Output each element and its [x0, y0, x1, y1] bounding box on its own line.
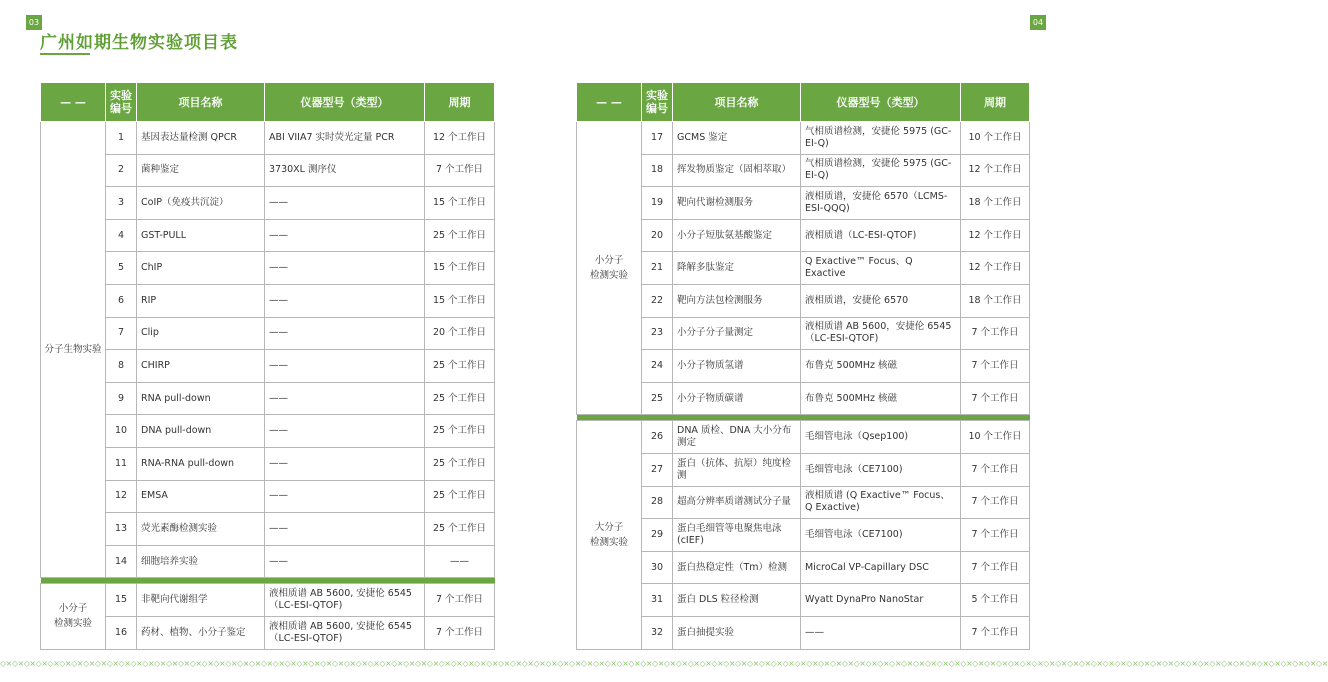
category-label: 分子生物实验 — [41, 122, 106, 578]
project-name: GST-PULL — [137, 219, 265, 252]
work-period: 25 个工作日 — [425, 447, 495, 480]
project-name: RNA-RNA pull-down — [137, 447, 265, 480]
page-number-left: 03 — [26, 15, 42, 30]
project-name: 靶向代谢检测服务 — [673, 187, 801, 220]
instrument-model: —— — [265, 187, 425, 220]
instrument-model: Wyatt DynaPro NanoStar — [801, 584, 961, 617]
work-period: 25 个工作日 — [425, 415, 495, 448]
work-period: 7 个工作日 — [961, 317, 1030, 350]
experiment-number: 19 — [642, 187, 673, 220]
header-period: 周期 — [425, 83, 495, 122]
experiment-number: 17 — [642, 122, 673, 155]
work-period: 7 个工作日 — [961, 519, 1030, 552]
table-row — [577, 284, 1030, 317]
header-period: 周期 — [961, 83, 1030, 122]
table-row — [577, 382, 1030, 415]
table-row — [577, 154, 1030, 187]
experiment-table-right — [576, 82, 1030, 650]
instrument-model: —— — [265, 284, 425, 317]
work-period: 7 个工作日 — [961, 551, 1030, 584]
project-name: 蛋白抽提实验 — [673, 616, 801, 649]
table-row — [577, 551, 1030, 584]
instrument-model: 3730XL 测序仪 — [265, 154, 425, 187]
work-period: 7 个工作日 — [961, 486, 1030, 519]
instrument-model: 液相质谱 AB 5600，安捷伦 6545（LC-ESI-QTOF) — [801, 317, 961, 350]
instrument-model: 布鲁克 500MHz 核磁 — [801, 382, 961, 415]
instrument-model: 气相质谱检测，安捷伦 5975 (GC-EI-Q) — [801, 154, 961, 187]
instrument-model: 液相质谱，安捷伦 6570（LCMS-ESI-QQQ) — [801, 187, 961, 220]
instrument-model: 气相质谱检测，安捷伦 5975 (GC-EI-Q) — [801, 122, 961, 155]
work-period: 18 个工作日 — [961, 284, 1030, 317]
work-period: 15 个工作日 — [425, 252, 495, 285]
project-name: 蛋白（抗体、抗原）纯度检测 — [673, 453, 801, 486]
experiment-number: 16 — [106, 616, 137, 649]
experiment-number: 11 — [106, 447, 137, 480]
table-row — [41, 513, 495, 546]
experiment-number: 22 — [642, 284, 673, 317]
table-row — [41, 317, 495, 350]
project-name: 超高分辨率质谱测试分子量 — [673, 486, 801, 519]
instrument-model: —— — [801, 616, 961, 649]
project-name: CHIRP — [137, 350, 265, 383]
project-name: DNA pull-down — [137, 415, 265, 448]
work-period: 7 个工作日 — [425, 616, 495, 649]
experiment-number: 7 — [106, 317, 137, 350]
project-name: 小分子短肽氨基酸鉴定 — [673, 219, 801, 252]
table-row — [41, 415, 495, 448]
table-row — [41, 382, 495, 415]
experiment-number: 12 — [106, 480, 137, 513]
table-body-right — [577, 122, 1030, 650]
work-period: 25 个工作日 — [425, 350, 495, 383]
project-name: 菌种鉴定 — [137, 154, 265, 187]
instrument-model: 液相质谱（LC-ESI-QTOF) — [801, 219, 961, 252]
project-name: 蛋白毛细管等电聚焦电泳 (cIEF) — [673, 519, 801, 552]
header-instrument: 仪器型号（类型） — [801, 83, 961, 122]
experiment-number: 15 — [106, 584, 137, 617]
category-label: 小分子 检测实验 — [577, 122, 642, 415]
experiment-number: 32 — [642, 616, 673, 649]
instrument-model: 液相质谱 AB 5600, 安捷伦 6545（LC-ESI-QTOF) — [265, 584, 425, 617]
project-name: 降解多肽鉴定 — [673, 252, 801, 285]
work-period: 7 个工作日 — [961, 616, 1030, 649]
table-row — [41, 252, 495, 285]
work-period: 25 个工作日 — [425, 382, 495, 415]
work-period: 7 个工作日 — [425, 154, 495, 187]
experiment-number: 6 — [106, 284, 137, 317]
experiment-number: 23 — [642, 317, 673, 350]
experiment-number: 3 — [106, 187, 137, 220]
table-row — [41, 480, 495, 513]
project-name: 蛋白 DLS 粒径检测 — [673, 584, 801, 617]
instrument-model: —— — [265, 317, 425, 350]
experiment-number: 10 — [106, 415, 137, 448]
project-name: 非靶向代谢组学 — [137, 584, 265, 617]
instrument-model: 液相质谱，安捷伦 6570 — [801, 284, 961, 317]
experiment-number: 26 — [642, 421, 673, 454]
experiment-number: 1 — [106, 122, 137, 155]
header-number: 实验 编号 — [642, 83, 673, 122]
work-period: 10 个工作日 — [961, 122, 1030, 155]
header-category: — — — [577, 83, 642, 122]
experiment-number: 24 — [642, 350, 673, 383]
table-row — [41, 122, 495, 155]
experiment-number: 31 — [642, 584, 673, 617]
experiment-number: 29 — [642, 519, 673, 552]
work-period: 12 个工作日 — [961, 252, 1030, 285]
experiment-number: 2 — [106, 154, 137, 187]
instrument-model: —— — [265, 415, 425, 448]
instrument-model: 毛细管电泳（CE7100) — [801, 453, 961, 486]
instrument-model: 布鲁克 500MHz 核磁 — [801, 350, 961, 383]
table-row — [41, 545, 495, 578]
experiment-number: 25 — [642, 382, 673, 415]
table-row — [577, 421, 1030, 454]
work-period: 7 个工作日 — [961, 453, 1030, 486]
table-row — [577, 519, 1030, 552]
table-row — [577, 584, 1030, 617]
category-label: 小分子 检测实验 — [41, 584, 106, 649]
instrument-model: —— — [265, 447, 425, 480]
project-name: 蛋白热稳定性（Tm）检测 — [673, 551, 801, 584]
table-row — [41, 219, 495, 252]
header-project-name: 项目名称 — [673, 83, 801, 122]
experiment-number: 14 — [106, 545, 137, 578]
project-name: 挥发物质鉴定（固相萃取） — [673, 154, 801, 187]
table-row — [577, 616, 1030, 649]
experiment-number: 9 — [106, 382, 137, 415]
table-row — [577, 252, 1030, 285]
header-number: 实验 编号 — [106, 83, 137, 122]
instrument-model: 毛细管电泳（Qsep100) — [801, 421, 961, 454]
table-row — [41, 284, 495, 317]
work-period: 25 个工作日 — [425, 513, 495, 546]
table-row — [577, 219, 1030, 252]
project-name: 小分子分子量测定 — [673, 317, 801, 350]
project-name: 小分子物质碳谱 — [673, 382, 801, 415]
instrument-model: Q Exactive™ Focus、Q Exactive — [801, 252, 961, 285]
work-period: —— — [425, 545, 495, 578]
table-body-left — [41, 122, 495, 650]
instrument-model: —— — [265, 219, 425, 252]
experiment-number: 5 — [106, 252, 137, 285]
instrument-model: 液相质谱 (Q Exactive™ Focus、Q Exactive) — [801, 486, 961, 519]
experiment-table-left — [40, 82, 495, 650]
project-name: 靶向方法包检测服务 — [673, 284, 801, 317]
instrument-model: 液相质谱 AB 5600, 安捷伦 6545（LC-ESI-QTOF) — [265, 616, 425, 649]
project-name: RIP — [137, 284, 265, 317]
instrument-model: —— — [265, 252, 425, 285]
project-name: RNA pull-down — [137, 382, 265, 415]
work-period: 7 个工作日 — [961, 382, 1030, 415]
experiment-number: 21 — [642, 252, 673, 285]
page-title: 广州如期生物实验项目表 — [40, 33, 238, 53]
table-row — [41, 187, 495, 220]
table-row — [577, 187, 1030, 220]
experiment-number: 30 — [642, 551, 673, 584]
header-project-name: 项目名称 — [137, 83, 265, 122]
work-period: 25 个工作日 — [425, 219, 495, 252]
experiment-number: 18 — [642, 154, 673, 187]
table-row — [41, 350, 495, 383]
table-row — [41, 447, 495, 480]
work-period: 15 个工作日 — [425, 187, 495, 220]
project-name: 小分子物质氢谱 — [673, 350, 801, 383]
instrument-model: ABI VIIA7 实时荧光定量 PCR — [265, 122, 425, 155]
project-name: 荧光素酶检测实验 — [137, 513, 265, 546]
instrument-model: —— — [265, 513, 425, 546]
decorative-pattern-strip: ◇×◇×◇×◇×◇×◇×◇×◇×◇×◇×◇×◇×◇×◇×◇×◇×◇×◇×◇×◇×◇×◇×◇×◇×◇×◇×◇×◇×◇×◇×◇×◇×◇×◇×◇×◇×◇×◇×◇×◇×◇×◇×◇×◇×◇×◇×◇×◇×◇×◇×◇×◇×◇×◇×◇×◇×◇×◇×◇×◇×◇×◇×◇×◇×◇×◇×◇×◇×◇×◇×◇×◇×◇×◇×◇×◇×◇×◇×◇×◇×◇×◇×◇×◇×◇×◇×◇×◇×◇×◇×◇×◇×◇×◇×◇×◇×◇×◇×◇×◇×◇×◇×◇×◇×◇×◇×◇×◇×◇×◇×◇×◇× — [0, 659, 1328, 668]
instrument-model: —— — [265, 382, 425, 415]
instrument-model: —— — [265, 350, 425, 383]
project-name: 基因表达量检测 QPCR — [137, 122, 265, 155]
title-underline — [40, 53, 90, 55]
instrument-model: —— — [265, 480, 425, 513]
page-number-right: 04 — [1030, 15, 1046, 30]
experiment-number: 13 — [106, 513, 137, 546]
work-period: 15 个工作日 — [425, 284, 495, 317]
work-period: 25 个工作日 — [425, 480, 495, 513]
project-name: EMSA — [137, 480, 265, 513]
work-period: 7 个工作日 — [961, 350, 1030, 383]
header-category: — — — [41, 83, 106, 122]
instrument-model: 毛细管电泳（CE7100) — [801, 519, 961, 552]
work-period: 12 个工作日 — [425, 122, 495, 155]
project-name: Clip — [137, 317, 265, 350]
project-name: CoIP（免疫共沉淀） — [137, 187, 265, 220]
table-row — [41, 584, 495, 617]
experiment-number: 28 — [642, 486, 673, 519]
work-period: 12 个工作日 — [961, 219, 1030, 252]
instrument-model: —— — [265, 545, 425, 578]
experiment-number: 27 — [642, 453, 673, 486]
project-name: ChIP — [137, 252, 265, 285]
work-period: 5 个工作日 — [961, 584, 1030, 617]
table-row — [577, 486, 1030, 519]
header-instrument: 仪器型号（类型） — [265, 83, 425, 122]
table-row — [577, 317, 1030, 350]
work-period: 12 个工作日 — [961, 154, 1030, 187]
work-period: 10 个工作日 — [961, 421, 1030, 454]
table-row — [577, 453, 1030, 486]
experiment-number: 4 — [106, 219, 137, 252]
instrument-model: MicroCal VP-Capillary DSC — [801, 551, 961, 584]
project-name: GCMS 鉴定 — [673, 122, 801, 155]
table-row — [577, 122, 1030, 155]
project-name: 药材、植物、小分子鉴定 — [137, 616, 265, 649]
table-row — [577, 350, 1030, 383]
project-name: 细胞培养实验 — [137, 545, 265, 578]
work-period: 18 个工作日 — [961, 187, 1030, 220]
table-row — [41, 616, 495, 649]
experiment-number: 20 — [642, 219, 673, 252]
work-period: 20 个工作日 — [425, 317, 495, 350]
category-label: 大分子 检测实验 — [577, 421, 642, 649]
experiment-number: 8 — [106, 350, 137, 383]
table-row — [41, 154, 495, 187]
work-period: 7 个工作日 — [425, 584, 495, 617]
project-name: DNA 质检、DNA 大小分布测定 — [673, 421, 801, 454]
